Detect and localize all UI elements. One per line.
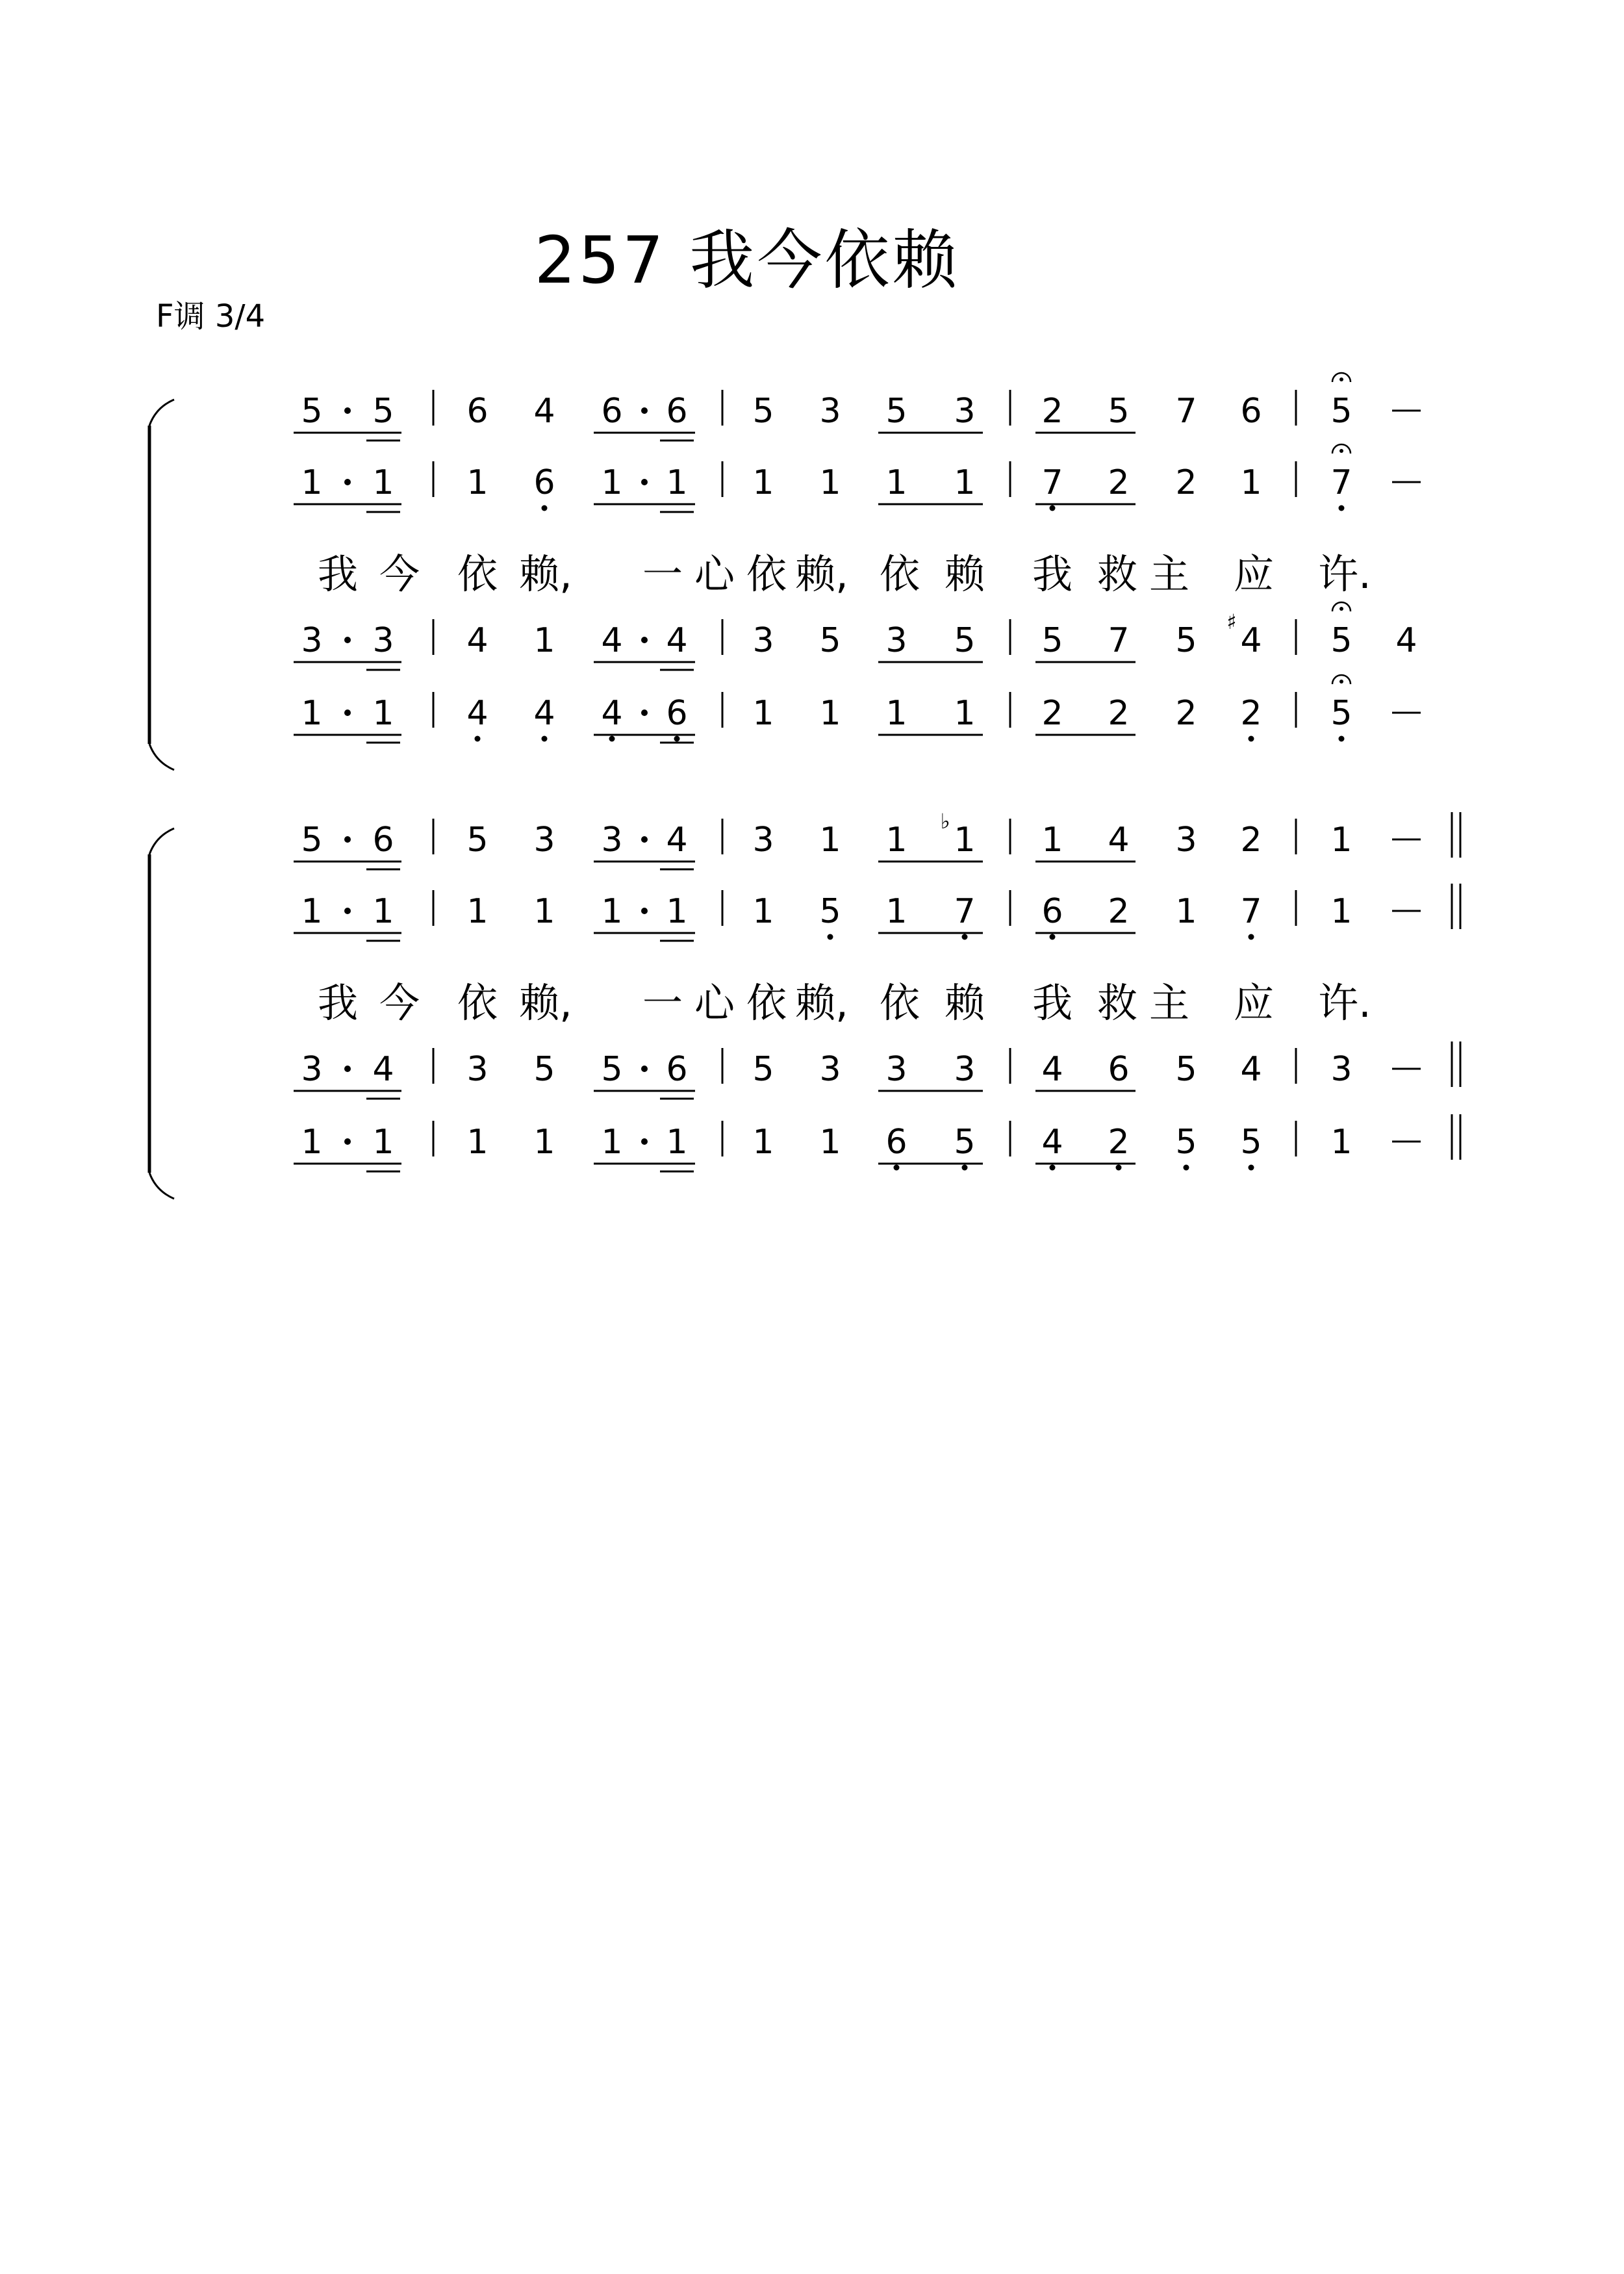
lyric-syllable: 依 <box>746 550 787 598</box>
note: 3 <box>819 1050 841 1089</box>
note: 3 <box>533 821 555 860</box>
note: 5 <box>819 892 841 931</box>
note: 2 <box>1240 694 1262 733</box>
note: 4 <box>466 694 488 733</box>
note: 5 <box>819 621 841 660</box>
lyric-syllable: 主 <box>1148 979 1190 1027</box>
dot-rhythm <box>344 836 351 843</box>
note: 2 <box>1108 463 1130 502</box>
note: 5 <box>1330 392 1352 431</box>
note: 2 <box>1175 694 1197 733</box>
note: 5 <box>954 621 976 660</box>
note: 3 <box>954 392 976 431</box>
dot-rhythm <box>641 908 648 914</box>
lyric-syllable: 心 <box>694 979 735 1027</box>
note: 5 <box>1175 1123 1197 1162</box>
note: 3 <box>752 821 774 860</box>
note: 2 <box>1175 463 1197 502</box>
note: 4 <box>1041 1050 1063 1089</box>
note: 5 <box>1240 1123 1262 1162</box>
octave-dot-low <box>542 736 548 742</box>
note: 6 <box>885 1123 907 1162</box>
note: 3 <box>752 621 774 660</box>
note: 4 <box>1240 621 1262 660</box>
octave-dot-low <box>828 934 833 940</box>
octave-dot-low <box>674 736 680 742</box>
note: 6 <box>1041 892 1063 931</box>
lyric-syllable: 救 <box>1097 550 1138 598</box>
system-2 <box>149 809 1460 1199</box>
system-1 <box>149 390 1421 770</box>
lyric-syllable: 救 <box>1097 979 1138 1027</box>
note: 6 <box>1240 392 1262 431</box>
hymn-title: 257 我今依赖 <box>534 222 960 298</box>
note: 3 <box>372 621 394 660</box>
note: 3 <box>1330 1050 1352 1089</box>
note: 5 <box>1330 694 1352 733</box>
dot-rhythm <box>641 836 648 843</box>
fermata-dot <box>1339 449 1343 453</box>
note: 5 <box>1330 621 1352 660</box>
note: 1 <box>1041 821 1063 860</box>
note: 1 <box>752 463 774 502</box>
note: 1 <box>601 1123 623 1162</box>
note: 1 <box>372 892 394 931</box>
note: 4 <box>466 621 488 660</box>
dot-rhythm <box>641 407 648 414</box>
note: 4 <box>666 621 688 660</box>
accidental: ♭ <box>940 809 950 834</box>
note: 2 <box>1240 821 1262 860</box>
note: 4 <box>666 821 688 860</box>
accidental: ♯ <box>1226 609 1237 634</box>
note: 1 <box>666 1123 688 1162</box>
note: 1 <box>1330 1123 1352 1162</box>
note: 5 <box>1175 1050 1197 1089</box>
note: 1 <box>533 892 555 931</box>
dot-rhythm <box>641 1138 648 1145</box>
note: 3 <box>601 821 623 860</box>
note: 4 <box>533 392 555 431</box>
note: 7 <box>1240 892 1262 931</box>
dot-rhythm <box>641 479 648 485</box>
note: 6 <box>601 392 623 431</box>
lyric-syllable: 今 <box>379 550 420 598</box>
note: 4 <box>601 694 623 733</box>
bracket-top-curl <box>149 400 174 426</box>
octave-dot-low <box>475 736 481 742</box>
lyric-syllable: 赖, <box>795 550 848 598</box>
fermata-dot <box>1339 607 1343 611</box>
note: 1 <box>752 1123 774 1162</box>
fermata-dot <box>1339 680 1343 683</box>
note: 6 <box>466 392 488 431</box>
note: 1 <box>301 694 323 733</box>
lyric-syllable: 应 <box>1233 550 1275 598</box>
note: 5 <box>954 1123 976 1162</box>
lyric-syllable: 许. <box>1318 979 1371 1027</box>
note: 6 <box>666 694 688 733</box>
note: 4 <box>372 1050 394 1089</box>
note: 1 <box>819 694 841 733</box>
note: 3 <box>885 1050 907 1089</box>
note: 1 <box>601 463 623 502</box>
bracket-bottom-curl <box>149 1173 174 1199</box>
note: 1 <box>466 463 488 502</box>
note: 4 <box>533 694 555 733</box>
note: 4 <box>1108 821 1130 860</box>
note: 5 <box>301 392 323 431</box>
fermata-dot <box>1339 377 1343 381</box>
note: 1 <box>819 821 841 860</box>
lyric-syllable: 我 <box>1032 979 1073 1027</box>
note: 1 <box>372 463 394 502</box>
note: 1 <box>301 463 323 502</box>
note: 5 <box>1175 621 1197 660</box>
dot-rhythm <box>344 407 351 414</box>
octave-dot-low <box>962 934 968 940</box>
note: 5 <box>466 821 488 860</box>
note: 1 <box>301 1123 323 1162</box>
note: 1 <box>954 463 976 502</box>
note: 1 <box>819 463 841 502</box>
note: 7 <box>1041 463 1063 502</box>
note: 7 <box>1175 392 1197 431</box>
lyric-syllable: 我 <box>317 550 359 598</box>
note: 1 <box>301 892 323 931</box>
note: 5 <box>1041 621 1063 660</box>
octave-dot-low <box>1249 934 1254 940</box>
note: 3 <box>1175 821 1197 860</box>
lyric-syllable: 赖, <box>519 550 572 598</box>
note: 3 <box>954 1050 976 1089</box>
note: 3 <box>466 1050 488 1089</box>
octave-dot-low <box>962 1165 968 1171</box>
note: 3 <box>885 621 907 660</box>
note: 1 <box>819 1123 841 1162</box>
lyric-syllable: 我 <box>317 979 359 1027</box>
note: 1 <box>1330 821 1352 860</box>
lyric-syllable: 依 <box>457 979 498 1027</box>
lyric-syllable: 赖, <box>795 979 848 1027</box>
note: 6 <box>1108 1050 1130 1089</box>
lyric-syllable: 依 <box>746 979 787 1027</box>
note: 3 <box>301 1050 323 1089</box>
lyric-syllable: 依 <box>879 550 920 598</box>
lyric-syllable: 依 <box>879 979 920 1027</box>
bracket-top-curl <box>149 828 174 854</box>
note: 6 <box>666 392 688 431</box>
note: 1 <box>533 621 555 660</box>
note: 2 <box>1108 892 1130 931</box>
note: 5 <box>885 392 907 431</box>
note: 1 <box>666 463 688 502</box>
note: 5 <box>301 821 323 860</box>
lyric-syllable: 赖 <box>944 550 985 598</box>
note: 1 <box>752 694 774 733</box>
note: 1 <box>752 892 774 931</box>
lyric-syllable: 赖 <box>944 979 985 1027</box>
note: 3 <box>819 392 841 431</box>
lyric-syllable: 依 <box>457 550 498 598</box>
octave-dot-low <box>1050 934 1056 940</box>
note: 7 <box>1108 621 1130 660</box>
key-signature: F调 3/4 <box>156 298 266 335</box>
lyric-syllable: 一 <box>642 550 683 598</box>
note: 4 <box>1240 1050 1262 1089</box>
lyric-syllable: 一 <box>642 979 683 1027</box>
note: 5 <box>1108 392 1130 431</box>
octave-dot-low <box>1116 1165 1122 1171</box>
lyric-syllable: 赖, <box>519 979 572 1027</box>
note: 1 <box>885 821 907 860</box>
note: 7 <box>1330 463 1352 502</box>
note: 6 <box>666 1050 688 1089</box>
dot-rhythm <box>344 709 351 716</box>
note: 5 <box>533 1050 555 1089</box>
note: 1 <box>885 694 907 733</box>
note: 5 <box>372 392 394 431</box>
note: 1 <box>601 892 623 931</box>
octave-dot-low <box>1339 505 1345 511</box>
note: 4 <box>1395 621 1417 660</box>
note: 7 <box>954 892 976 931</box>
dot-rhythm <box>344 1066 351 1072</box>
note: 1 <box>1175 892 1197 931</box>
note: 5 <box>601 1050 623 1089</box>
note: 1 <box>372 694 394 733</box>
note: 1 <box>885 463 907 502</box>
note: 1 <box>885 892 907 931</box>
bracket-bottom-curl <box>149 744 174 770</box>
octave-dot-low <box>1050 505 1056 511</box>
dot-rhythm <box>344 637 351 643</box>
note: 2 <box>1041 392 1063 431</box>
octave-dot-low <box>1249 1165 1254 1171</box>
dot-rhythm <box>344 479 351 485</box>
note: 2 <box>1108 1123 1130 1162</box>
lyric-syllable: 许. <box>1318 550 1371 598</box>
note: 5 <box>752 1050 774 1089</box>
dot-rhythm <box>344 1138 351 1145</box>
note: 1 <box>1330 892 1352 931</box>
octave-dot-low <box>1184 1165 1189 1171</box>
note: 3 <box>301 621 323 660</box>
lyric-syllable: 今 <box>379 979 420 1027</box>
lyric-syllable: 主 <box>1148 550 1190 598</box>
octave-dot-low <box>542 505 548 511</box>
octave-dot-low <box>1050 1165 1056 1171</box>
octave-dot-low <box>894 1165 900 1171</box>
dot-rhythm <box>641 709 648 716</box>
note: 1 <box>533 1123 555 1162</box>
dot-rhythm <box>641 1066 648 1072</box>
octave-dot-low <box>1249 736 1254 742</box>
note: 5 <box>752 392 774 431</box>
note: 1 <box>466 892 488 931</box>
dot-rhythm <box>344 908 351 914</box>
lyric-syllable: 心 <box>694 550 735 598</box>
note: 6 <box>372 821 394 860</box>
note: 4 <box>1041 1123 1063 1162</box>
lyric-syllable: 我 <box>1032 550 1073 598</box>
note: 1 <box>372 1123 394 1162</box>
lyric-syllable: 应 <box>1233 979 1275 1027</box>
octave-dot-low <box>609 736 615 742</box>
note: 4 <box>601 621 623 660</box>
note: 1 <box>954 694 976 733</box>
note: 1 <box>1240 463 1262 502</box>
note: 2 <box>1041 694 1063 733</box>
note: 2 <box>1108 694 1130 733</box>
octave-dot-low <box>1339 736 1345 742</box>
note: 1 <box>466 1123 488 1162</box>
note: 1 <box>666 892 688 931</box>
dot-rhythm <box>641 637 648 643</box>
note: 6 <box>533 463 555 502</box>
note: 1 <box>954 821 976 860</box>
